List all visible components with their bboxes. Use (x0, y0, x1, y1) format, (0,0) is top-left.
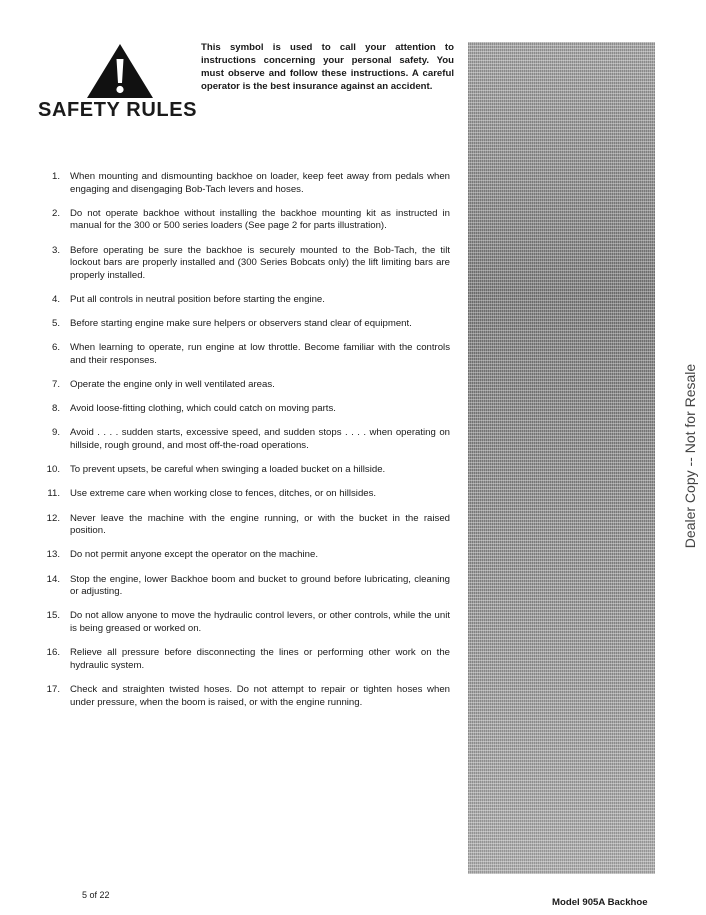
list-item (38, 684, 450, 709)
rule-text: Avoid . . . . sudden starts, excessive speed, and sudden stops . . . . when operating on hillside, rough ground, and most off-the-road operations. (70, 427, 450, 452)
list-item (38, 245, 450, 283)
rule-number: 12. (46, 512, 60, 524)
rule-number: 3. (51, 244, 60, 256)
watermark: Dealer Copy -- Not for Resale (682, 363, 698, 549)
intro-paragraph: This symbol is used to call your attention to instructions concerning your personal safety. You must observe and follow these instructions. A careful operator is the best insurance against an accident. (201, 42, 454, 92)
list-item (38, 342, 450, 367)
rule-text: When learning to operate, run engine at low throttle. Become familiar with the controls and their responses. (70, 342, 450, 366)
rule-number: 4. (51, 293, 60, 305)
rule-text: Before operating be sure the backhoe is securely mounted to the Bob-Tach, the tilt lockout bars are properly installed and (300 Series Bobcats only) the lift limiting bars are properly installed. (70, 244, 450, 281)
list-item (38, 513, 450, 538)
safety-rules-list (38, 171, 450, 721)
rule-text: To prevent upsets, be careful when swinging a loaded bucket on a hillside. (70, 464, 386, 476)
list-item (38, 403, 450, 416)
rule-text: Put all controls in neutral position before starting the engine. (70, 293, 325, 305)
list-item (38, 549, 450, 562)
list-item (38, 171, 450, 196)
rule-number: 13. (46, 549, 60, 561)
rule-number: 1. (51, 171, 60, 182)
list-item (38, 294, 450, 307)
page-title: SAFETY RULES (38, 99, 198, 121)
rule-text: Operate the engine only in well ventilated areas. (70, 379, 275, 391)
rule-text: Do not allow anyone to move the hydraulic control levers, or other controls, while the unit is being greased or worked on. (70, 610, 450, 634)
rule-text: Check and straighten twisted hoses. Do not attempt to repair or tighten hoses when under pressure, when the boom is raised, or with the engine running. (70, 683, 450, 708)
model-label: Model 905A Backhoe (552, 897, 648, 908)
rule-number: 17. (46, 683, 60, 695)
rule-number: 14. (46, 573, 60, 585)
page-number: 5 of 22 (82, 890, 110, 900)
list-item (38, 427, 450, 452)
rule-text: Stop the engine, lower Backhoe boom and bucket to ground before lubricating, cleaning or adjusting. (70, 573, 450, 598)
rule-number: 10. (46, 464, 60, 476)
warning-triangle-icon (85, 42, 155, 100)
rule-number: 9. (51, 427, 60, 439)
rule-number: 16. (46, 647, 60, 659)
rule-number: 6. (51, 342, 60, 354)
list-item (38, 488, 450, 501)
list-item (38, 647, 450, 672)
rule-text: Use extreme care when working close to fences, ditches, or on hillsides. (70, 488, 377, 500)
list-item (38, 610, 450, 635)
list-item (38, 574, 450, 599)
rule-text: Avoid loose-fitting clothing, which could catch on moving parts. (70, 403, 336, 415)
rule-number: 5. (51, 318, 60, 330)
rule-number: 11. (47, 488, 60, 500)
halftone-image-panel (468, 42, 655, 874)
list-item (38, 379, 450, 392)
rule-text: Do not operate backhoe without installing the backhoe mounting kit as instructed in manual for the 300 or 500 series loaders (See page 2 for parts illustration). (70, 207, 450, 232)
rule-number: 7. (51, 379, 60, 391)
rule-text: Relieve all pressure before disconnecting the lines or performing other work on the hydraulic system. (70, 647, 450, 671)
rule-number: 2. (51, 207, 60, 219)
rule-text: When mounting and dismounting backhoe on loader, keep feet away from pedals when engaging and disengaging Bob-Tach levers and hoses. (70, 171, 450, 195)
list-item (38, 318, 450, 331)
list-item (38, 464, 450, 477)
rule-number: 15. (46, 610, 60, 622)
rule-text: Never leave the machine with the engine running, or with the bucket in the raised position. (70, 512, 450, 537)
rule-text: Before starting engine make sure helpers or observers stand clear of equipment. (70, 318, 412, 330)
rule-number: 8. (51, 403, 60, 415)
list-item (38, 208, 450, 233)
rule-text: Do not permit anyone except the operator on the machine. (70, 549, 318, 561)
